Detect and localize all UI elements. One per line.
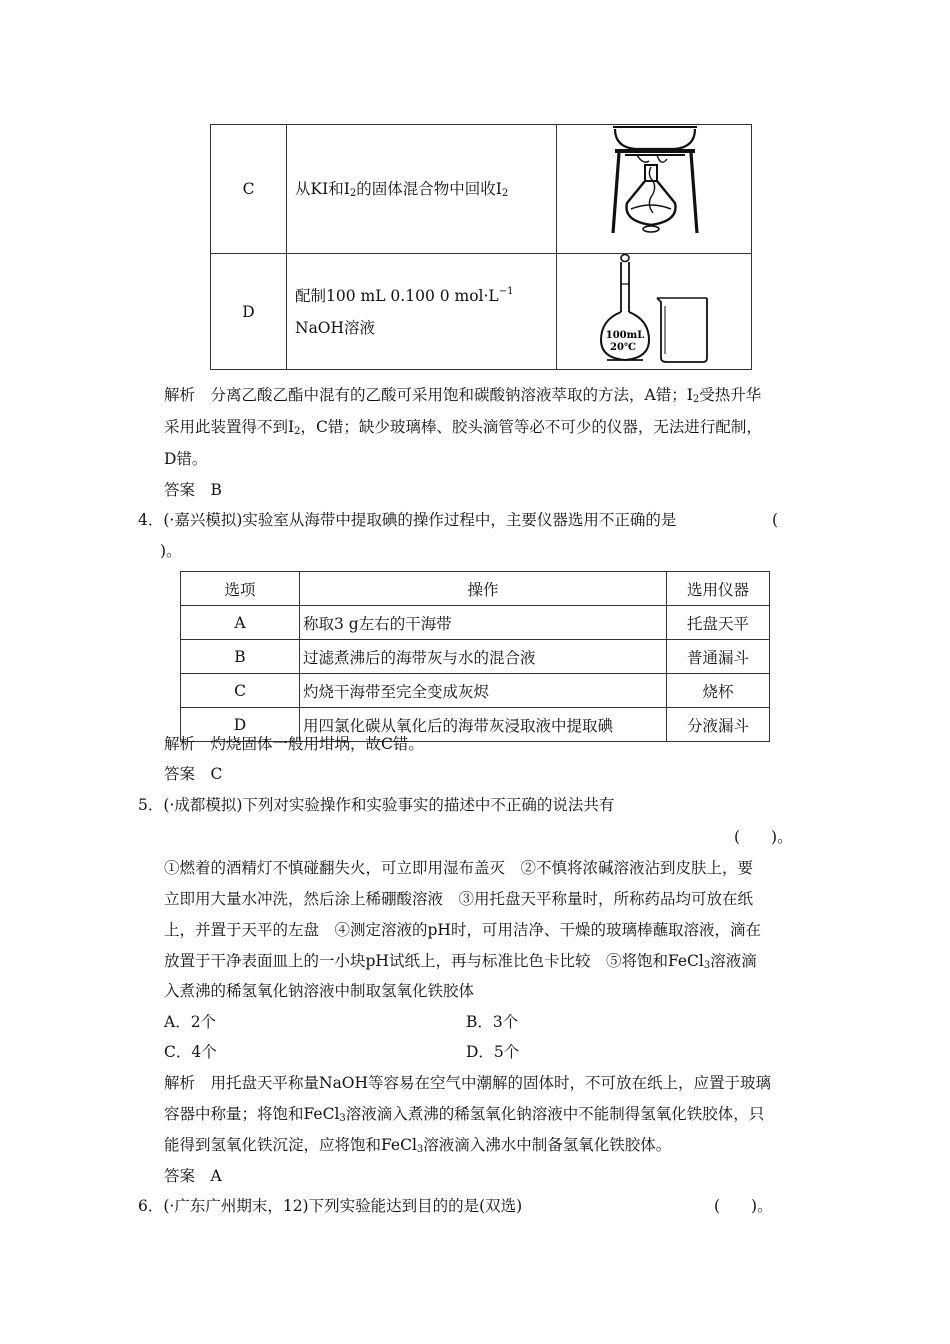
- option-cell: D: [211, 254, 287, 370]
- table-row: A 称取3 g左右的干海带 托盘天平: [181, 606, 770, 640]
- operation-cell: 从KI和$I_2$的固体混合物中回收$I_2$: [287, 125, 557, 254]
- table-row: D 用四氯化碳从氧化后的海带灰浸取液中提取碘 分液漏斗: [181, 708, 770, 742]
- question-5-body-4: 放置于干净表面皿上的一小块pH试纸上，再与标准比色卡比较 ⑤将饱和FeCl$_3$溶液滴: [164, 952, 757, 971]
- analysis-q3-line3: D错。: [164, 450, 208, 468]
- answer-q3: 答案 B: [164, 481, 222, 499]
- header-operation: 操作: [300, 572, 667, 606]
- analysis-q5-line1: 解析 用托盘天平称量NaOH等容易在空气中潮解的固体时，不可放在纸上，应置于玻璃: [164, 1074, 772, 1092]
- analysis-q4: 解析 灼烧固体一般用坩埚，故C错。: [164, 735, 424, 753]
- operation-cell: 配制100 mL 0.100 0 $mol\cdot L^{-1}$ NaOH溶液: [287, 254, 557, 370]
- flask-label-temp: 20℃: [610, 342, 636, 353]
- question-5-paren: ( )。: [734, 828, 793, 846]
- question-5-stem: 5．(·成都模拟)下列对实验操作和实验事实的描述中不正确的说法共有: [138, 796, 615, 814]
- question-4-paren: (: [772, 511, 779, 529]
- volumetric-flask-figure: [557, 254, 752, 370]
- option-d: D．5个: [466, 1043, 520, 1061]
- analysis-q5-line2: 容器中称量；将饱和FeCl$_3$溶液滴入煮沸的稀氢氧化钠溶液中不能制得氢氧化铁胶体，只: [164, 1105, 765, 1124]
- table-row: B 过滤煮沸后的海带灰与水的混合液 普通漏斗: [181, 640, 770, 674]
- question-4-stem-end: )。: [160, 542, 182, 560]
- option-c: C．4个: [164, 1043, 217, 1061]
- question-6-stem: 6．(·广东广州期末，12)下列实验能达到目的的是(双选): [138, 1197, 523, 1215]
- analysis-q3-line2: 采用此装置得不到$I_2$，C错；缺少玻璃棒、胶头滴管等必不可少的仪器，无法进行配制，: [164, 418, 762, 437]
- question-5-body-5: 入煮沸的稀氢氧化钠溶液中制取氢氧化铁胶体: [164, 982, 475, 1000]
- analysis-q3-line1: 解析 分离乙酸乙酯中混有的乙酸可采用饱和碳酸钠溶液萃取的方法，A错；$I_2$受热升华: [164, 386, 762, 405]
- table-header-row: [181, 572, 770, 606]
- table-row: [211, 125, 752, 254]
- question-6-paren: ( )。: [714, 1197, 773, 1215]
- question-5-body-2: 立即用大量水冲洗，然后涂上稀硼酸溶液 ③用托盘天平称量时，所称药品均可放在纸: [164, 890, 754, 908]
- question-5-body-3: 上，并置于天平的左盘 ④测定溶液的pH时，可用洁净、干燥的玻璃棒蘸取溶液，滴在: [164, 921, 761, 939]
- flask-label-volume: 100mL: [605, 330, 645, 341]
- answer-q4: 答案 C: [164, 765, 223, 783]
- sublimation-apparatus-icon: [557, 125, 751, 249]
- option-b: B．3个: [466, 1013, 519, 1031]
- option-a: A．2个: [164, 1013, 217, 1031]
- table-row: C 灼烧干海带至完全变成灰烬 烧杯: [181, 674, 770, 708]
- table-row: [211, 254, 752, 370]
- header-instrument: 选用仪器: [667, 572, 770, 606]
- instrument-table: [180, 571, 770, 742]
- option-cell: C: [211, 125, 287, 254]
- analysis-q5-line3: 能得到氢氧化铁沉淀，应将饱和FeCl$_3$溶液滴入沸水中制备氢氧化铁胶体。: [164, 1136, 672, 1155]
- header-option: 选项: [181, 572, 300, 606]
- sublimation-apparatus-figure: [557, 125, 752, 254]
- answer-q5: 答案 A: [164, 1167, 222, 1185]
- volumetric-flask-icon: [557, 254, 751, 365]
- apparatus-table: [210, 124, 752, 370]
- question-5-body-1: ①燃着的酒精灯不慎碰翻失火，可立即用湿布盖灭 ②不慎将浓碱溶液沾到皮肤上，要: [164, 859, 754, 877]
- question-4-stem: 4．(·嘉兴模拟)实验室从海带中提取碘的操作过程中，主要仪器选用不正确的是: [138, 511, 677, 529]
